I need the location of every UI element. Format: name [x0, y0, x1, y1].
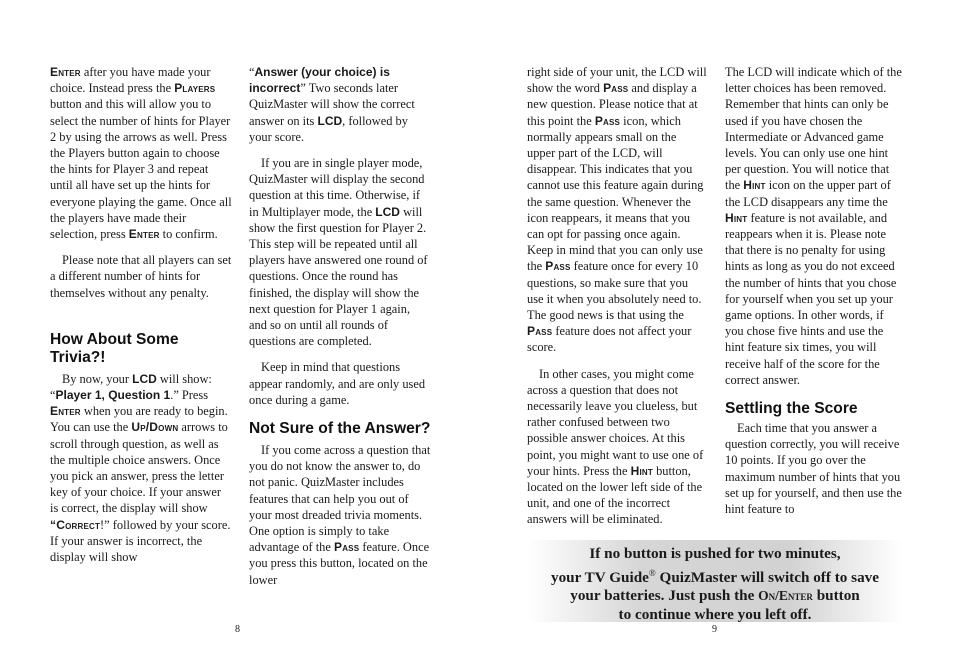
text: .” Press: [170, 388, 209, 403]
paragraph: [527, 366, 707, 528]
text: to confirm.: [159, 227, 218, 242]
callout-line: [528, 564, 902, 588]
text: ” Two seconds later QuizMaster will show the correct answer on its: [249, 81, 415, 128]
text: and display a new question. Please notice that at this point the: [527, 81, 698, 128]
text: your batteries. Just push the: [570, 587, 759, 605]
key-label: Enter: [50, 404, 81, 419]
text: feature does not affect your score.: [527, 324, 692, 355]
lcd-text: Player 1, Question 1: [55, 388, 171, 403]
key-label: Hint: [725, 210, 748, 225]
text: will show the first question for Player 2. This step will be repeated until all players have answered one round of questions. Once the round has finished, the display will show the next question for Player 1 again, and so on until all rounds of questions are completed.: [249, 204, 428, 349]
paragraph: [50, 64, 232, 242]
paragraph: [249, 64, 431, 145]
key-label: Players: [174, 81, 216, 96]
key-label: Up/Down: [131, 420, 179, 435]
right-page-column-2: [725, 64, 903, 518]
key-label: Hint: [743, 178, 766, 193]
section-heading: Not Sure of the Answer?: [249, 420, 431, 438]
right-page-column-1: [527, 64, 707, 528]
text: button, located on the lower left side of the unit, and one of the incorrect answers will be eliminated.: [527, 463, 703, 527]
lcd-text: Answer (your choice) is incorrect: [249, 65, 390, 96]
key-label: LCD: [317, 113, 343, 128]
text: feature once for every 10 questions, so make sure that you use it when you absolutely need to. The good news is that using the: [527, 259, 702, 323]
key-label: LCD: [132, 371, 157, 386]
paragraph: [249, 442, 431, 588]
text: The LCD will indicate which of the letter choices has been removed. Remember that hints can only be used if you have chosen the Intermediate or Advanced game levels. You can only use one hint per question. You will notice that the: [725, 65, 902, 193]
text: icon, which normally appears small on the upper part of the LCD, will disappear. This indicates that you cannot use this feature again during the same question. Whenever the icon reappears, it means that you can opt for passing once again. Keep in mind that you can only use the: [527, 113, 704, 274]
key-label: Pass: [594, 113, 621, 128]
text: will show: “: [50, 371, 212, 403]
paragraph: [249, 155, 431, 349]
text: feature is not available, and reappears when it is. Please note that there is no penalty for using hints as long as you do not exceed the number of hints that you chose for yourself when you set up your game options. In other words, if you chose five hints and use the hint feature six times, you will receive half of the score for the correct answer.: [725, 210, 897, 387]
text: feature. Once you press this button, located on the lower: [249, 540, 430, 587]
callout-line: to continue where you left off.: [618, 605, 812, 623]
battery-notice-callout: [528, 540, 902, 622]
registered-mark: ®: [648, 567, 656, 578]
text: button: [812, 587, 860, 605]
page-number: 8: [235, 624, 240, 635]
key-label: Enter: [50, 65, 81, 79]
key-label: Pass: [603, 81, 629, 96]
page-number: 9: [712, 624, 717, 635]
key-label: Hint: [630, 463, 653, 478]
paragraph: [725, 64, 903, 388]
text: button and this will allow you to select the number of hints for Player 2 by using the arrows as well. Press the Players button again to choose the hints for Player 3 and repeat until all have set up the hints for everyone playing the game. Once all the players have made their selection, press: [50, 97, 232, 242]
text: !” followed by your score. If your answer is incorrect, the display will show: [50, 517, 231, 565]
left-page-column-2: [249, 64, 431, 588]
key-label: On/Enter: [758, 588, 813, 604]
section-heading: How About Some Trivia?!: [50, 330, 179, 366]
text: your TV Guide: [550, 568, 649, 586]
key-label: Pass: [527, 324, 553, 339]
paragraph: [527, 64, 707, 356]
key-label: Pass: [333, 540, 360, 555]
text: By now, your: [62, 371, 133, 386]
text: QuizMaster will switch off to save: [655, 568, 880, 586]
text: icon on the upper part of the LCD disappears any time the: [725, 178, 891, 209]
paragraph: Please note that all players can set a different number of hints for themselves without any penalty.: [50, 253, 232, 300]
left-page-column-1: [50, 64, 232, 565]
paragraph: [50, 371, 232, 565]
text: In other cases, you might come across a question that does not necessarily leave you clueless, but rather confused between two possible answer choices. At this point, you might want to use one of your hints. Press the: [527, 366, 704, 478]
key-label: Pass: [545, 259, 571, 274]
key-label: Enter: [128, 227, 160, 242]
text: after you have made your choice. Instead press the: [50, 65, 211, 96]
key-label: “Correct: [50, 517, 101, 532]
callout-line: [528, 587, 902, 606]
paragraph: Keep in mind that questions appear randomly, and are only used once during a game.: [249, 360, 426, 407]
text: If you are in single player mode, QuizMaster will display the second question at this time. Otherwise, if in Multiplayer mode, the: [249, 156, 425, 219]
text: right side of your unit, the LCD will show the word: [527, 65, 707, 96]
text: when you are ready to begin. You can use the: [50, 404, 228, 435]
text: , followed by your score.: [249, 113, 408, 144]
text: If you come across a question that you do not know the answer to, do not panic. QuizMaster includes features that can help you out of your most dreaded trivia moments. One option is simply to take advantage of the: [249, 443, 431, 555]
paragraph: Each time that you answer a question correctly, you will receive 10 points. If you go over the maximum number of hints that you set up for yourself, and then use the hint feature to: [725, 421, 902, 517]
section-heading: Settling the Score: [725, 400, 858, 418]
callout-line: If no button is pushed for two minutes,: [589, 545, 841, 562]
key-label: LCD: [375, 204, 400, 219]
text: arrows to scroll through question, as well as the multiple choice answers. Once you pick an answer, press the letter key of your choice. If your answer is correct, the display will show: [50, 420, 228, 516]
text: “: [249, 65, 255, 79]
